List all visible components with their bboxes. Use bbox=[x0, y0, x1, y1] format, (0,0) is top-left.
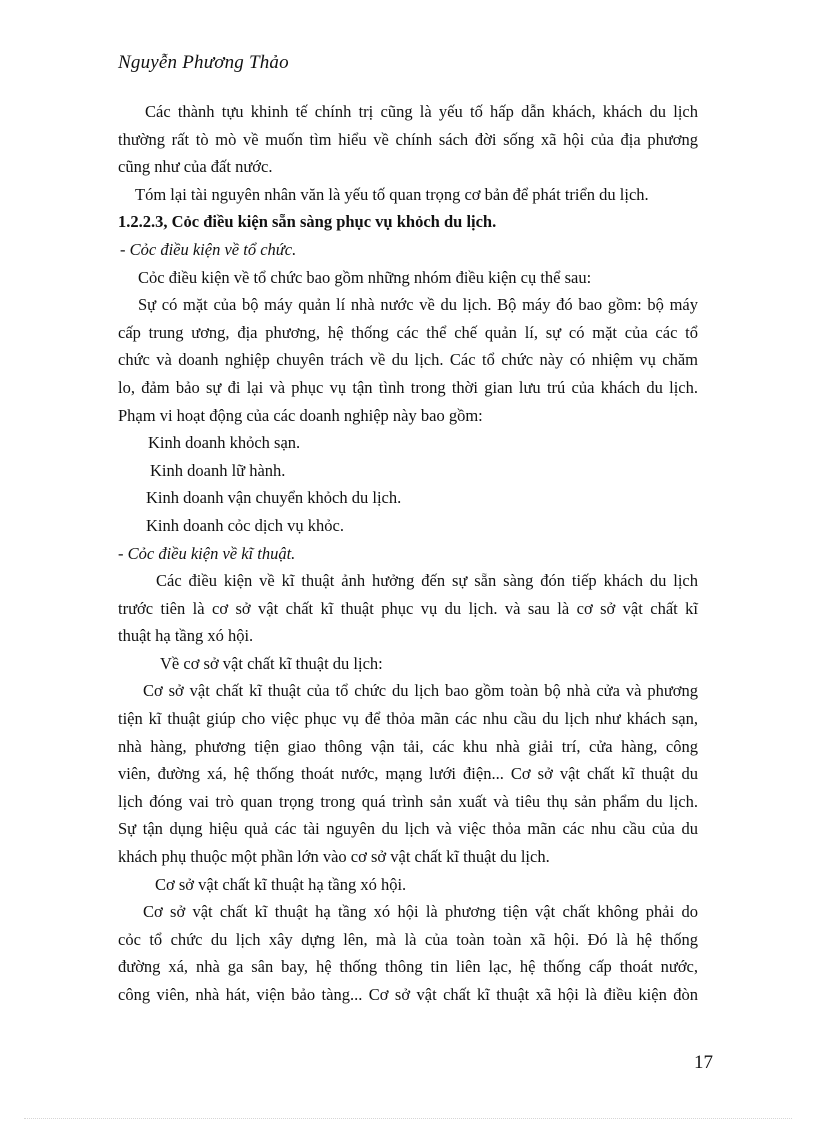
paragraph-line: Tóm lại tài nguyên nhân văn là yếu tố quan trọng cơ bản để phát triển du lịch. bbox=[135, 184, 649, 204]
paragraph-line: trước tiên là cơ sở vật chất kĩ thuật phục vụ du lịch. và sau là cơ sở vật chất kĩ bbox=[118, 598, 698, 618]
paragraph-line: công viên, nhà hát, viện bảo tàng... Cơ sở vật chất kĩ thuật xã hội là điều kiện đòn bbox=[118, 985, 698, 1004]
running-header: Nguyễn Phương Thảo bbox=[118, 52, 289, 73]
page-bottom-divider bbox=[24, 1118, 792, 1119]
paragraph-line: Phạm vi hoạt động của các doanh nghiệp này bao gồm: bbox=[118, 405, 483, 425]
paragraph-line: Cỏc điều kiện về tổ chức bao gồm những nhóm điều kiện cụ thể sau: bbox=[138, 267, 592, 287]
paragraph-line: nhà hàng, phương tiện giao thông vận tải, các khu nhà giải trí, cửa hàng, công bbox=[118, 736, 698, 756]
body-text bbox=[118, 98, 698, 1009]
paragraph-line: lịch đóng vai trò quan trọng trong quá trình sản xuất và tiêu thụ sản phẩm du lịch. bbox=[118, 791, 698, 811]
paragraph-line: Các điều kiện về kĩ thuật ảnh hưởng đến sự sẵn sàng đón tiếp khách du lịch bbox=[156, 571, 698, 591]
paragraph-line: đường xá, nhà ga sân bay, hệ thống thông tin liên lạc, hệ thống cấp thoát nước, bbox=[118, 957, 698, 977]
paragraph-line: thuật hạ tầng xó hội. bbox=[118, 626, 254, 646]
paragraph-line: Cơ sở vật chất kĩ thuật của tổ chức du lịch bao gồm toàn bộ nhà cửa và phương bbox=[143, 681, 698, 701]
paragraph-line: cũng như của đất nước. bbox=[118, 157, 273, 177]
paragraph-line: Cơ sở vật chất kĩ thuật hạ tầng xó hội là phương tiện vật chất không phải do bbox=[143, 902, 698, 922]
paragraph-line: chức và doanh nghiệp chuyên trách về du lịch. Các tổ chức này có nhiệm vụ chăm bbox=[118, 350, 698, 370]
paragraph-line: Về cơ sở vật chất kĩ thuật du lịch: bbox=[160, 653, 383, 673]
paragraph-line: Sự tận dụng hiệu quả các tài nguyên du lịch và việc thỏa mãn các nhu cầu của du bbox=[118, 819, 698, 839]
paragraph-line: tiện kĩ thuật giúp cho việc phục vụ để thỏa mãn các nhu cầu du lịch như khách sạn, bbox=[118, 709, 698, 729]
section-heading: 1.2.2.3, Cỏc điều kiện sẵn sàng phục vụ khỏch du lịch. bbox=[118, 212, 497, 232]
paragraph-line: khách phụ thuộc một phần lớn vào cơ sở vật chất kĩ thuật du lịch. bbox=[118, 847, 550, 867]
paragraph-line: cỏc tổ chức du lịch xây dựng lên, mà là của toàn toàn xã hội. Đó là hệ thống bbox=[118, 929, 698, 949]
list-item: Kinh doanh cỏc dịch vụ khỏc. bbox=[146, 515, 344, 535]
list-item: Kinh doanh khỏch sạn. bbox=[148, 433, 301, 453]
paragraph-line: Sự có mặt của bộ máy quản lí nhà nước về du lịch. Bộ máy đó bao gồm: bộ máy bbox=[138, 295, 698, 315]
paragraph-line: viên, đường xá, hệ thống thoát nước, mạng lưới điện... Cơ sở vật chất kĩ thuật du bbox=[118, 764, 698, 784]
paragraph-line: Cơ sở vật chất kĩ thuật hạ tầng xó hội. bbox=[155, 874, 407, 894]
paragraph-line: Các thành tựu khinh tế chính trị cũng là yếu tố hấp dẫn khách, khách du lịch bbox=[145, 102, 698, 121]
paragraph-line: lo, đảm bảo sự đi lại và phục vụ tận tình trong thời gian lưu trú của khách du lịch. bbox=[118, 377, 698, 397]
paragraph-line: thường rất tò mò về muốn tìm hiểu về chính sách đời sống xã hội của địa phương bbox=[118, 129, 698, 149]
list-item: Kinh doanh lữ hành. bbox=[150, 460, 286, 480]
list-item: Kinh doanh vận chuyển khỏch du lịch. bbox=[146, 488, 402, 508]
paragraph-line: cấp trung ương, địa phương, hệ thống các thể chế quản lí, sự có mặt của các tổ bbox=[118, 322, 698, 342]
page-number: 17 bbox=[694, 1052, 713, 1073]
subsection-heading: - Cỏc điều kiện về tổ chức. bbox=[120, 239, 297, 259]
subsection-heading: - Cỏc điều kiện về kĩ thuật. bbox=[118, 543, 296, 563]
